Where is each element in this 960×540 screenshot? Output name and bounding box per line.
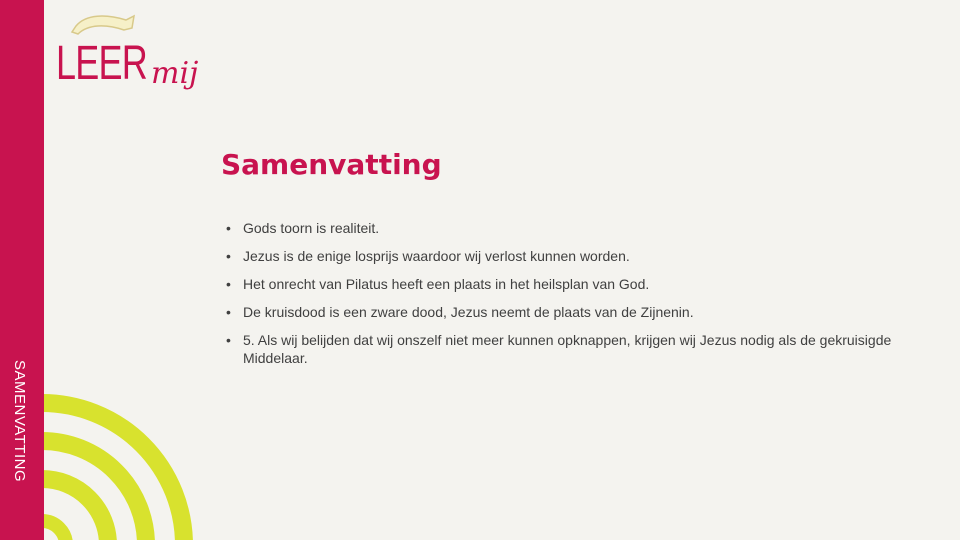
list-item <box>226 303 896 321</box>
bullet-text: • 5. Als wij belijden dat wij onszelf niet meer kunnen opknappen, krijgen wij Jezus nodig als de gekruisigde Middelaar. <box>243 332 892 366</box>
list-item <box>226 331 896 367</box>
bullet-text: • Jezus is de enige losprijs waardoor wij verlost kunnen worden. <box>243 248 630 264</box>
slide-title: Samenvatting <box>221 148 442 181</box>
bullet-text: • Het onrecht van Pilatus heeft een plaats in het heilsplan van God. <box>243 276 650 292</box>
leermij-logo <box>56 8 216 113</box>
list-item <box>226 247 896 265</box>
sidebar-section-label: SAMENVATTING <box>11 360 28 483</box>
list-item <box>226 219 896 237</box>
list-item <box>226 275 896 293</box>
bullet-text: • Gods toorn is realiteit. <box>243 220 380 236</box>
ribbon-icon <box>66 8 146 38</box>
logo-mij-text: mij <box>151 56 199 91</box>
logo-leer-text: LEER <box>56 37 148 90</box>
bullet-list <box>226 219 896 377</box>
bullet-text: • De kruisdood is een zware dood, Jezus neemt de plaats van de Zijnenin. <box>243 304 694 320</box>
